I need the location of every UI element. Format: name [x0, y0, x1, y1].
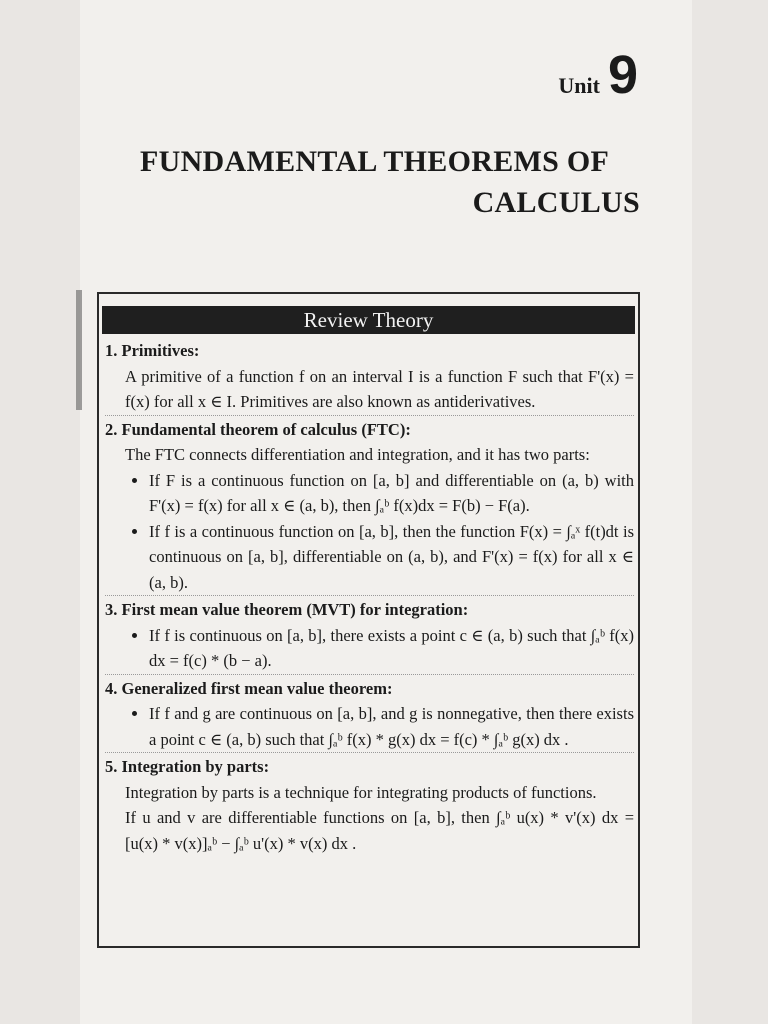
section-heading: 5. Integration by parts:	[105, 757, 270, 776]
chapter-title-line-2: CALCULUS	[472, 186, 640, 219]
section-heading: 1. Primitives:	[105, 341, 200, 360]
list-item: • If F is a continuous function on [a, b] and differentiable on (a, b) with F'(x) = f(x) for all x ∈ (a, b), then ∫ₐᵇ f(x)dx = F(b) − F(a).	[149, 468, 634, 519]
bullet-list	[105, 468, 634, 596]
bullet-list	[105, 701, 634, 752]
section-ftc	[105, 415, 634, 596]
section-heading: 3. First mean value theorem (MVT) for integration:	[105, 600, 469, 619]
section-heading: 2. Fundamental theorem of calculus (FTC):	[105, 419, 411, 439]
section-text: The FTC connects differentiation and integration, and it has two parts:	[125, 445, 590, 464]
unit-number: 9	[607, 45, 638, 105]
section-text: If u and v are differentiable functions on [a, b], then ∫ₐᵇ u(x) * v'(x) dx = [u(x) * v(x)]ₐᵇ − ∫ₐᵇ u'(x) * v(x) dx .	[125, 808, 634, 853]
list-item: • If f is continuous on [a, b], there exists a point c ∈ (a, b) such that ∫ₐᵇ f(x) dx = f(c) * (b − a).	[149, 623, 634, 674]
list-item: • If f is a continuous function on [a, b], then the function F(x) = ∫ₐˣ f(t)dt is continuous on [a, b], differentiable on (a, b), and F'(x) = f(x) for all x ∈ (a, b).	[149, 519, 634, 596]
chapter-title-line-1: FUNDAMENTAL THEOREMS OF	[140, 145, 610, 178]
section-integration-by-parts	[105, 752, 634, 856]
section-generalized-mvt	[105, 674, 634, 753]
section-text: Integration by parts is a technique for integrating products of functions.	[125, 782, 597, 802]
review-theory-banner: Review Theory	[102, 306, 635, 334]
bullet-list	[105, 623, 634, 674]
list-item: • If f and g are continuous on [a, b], and g is nonnegative, then there exists a point c ∈ (a, b) such that ∫ₐᵇ f(x) * g(x) dx = f(c) * ∫ₐᵇ g(x) dx .	[149, 701, 634, 752]
review-theory-box	[97, 292, 640, 948]
section-heading: 4. Generalized first mean value theorem:	[105, 678, 393, 698]
review-content	[99, 334, 638, 856]
unit-label: Unit	[558, 73, 600, 98]
section-text: A primitive of a function f on an interval I is a function F such that F'(x) = f(x) for all x ∈ I. Primitives are also known as antiderivatives.	[125, 366, 634, 411]
unit-header	[558, 45, 638, 105]
section-mvt	[105, 595, 634, 674]
binding-shadow	[76, 290, 82, 410]
section-primitives	[105, 337, 634, 415]
